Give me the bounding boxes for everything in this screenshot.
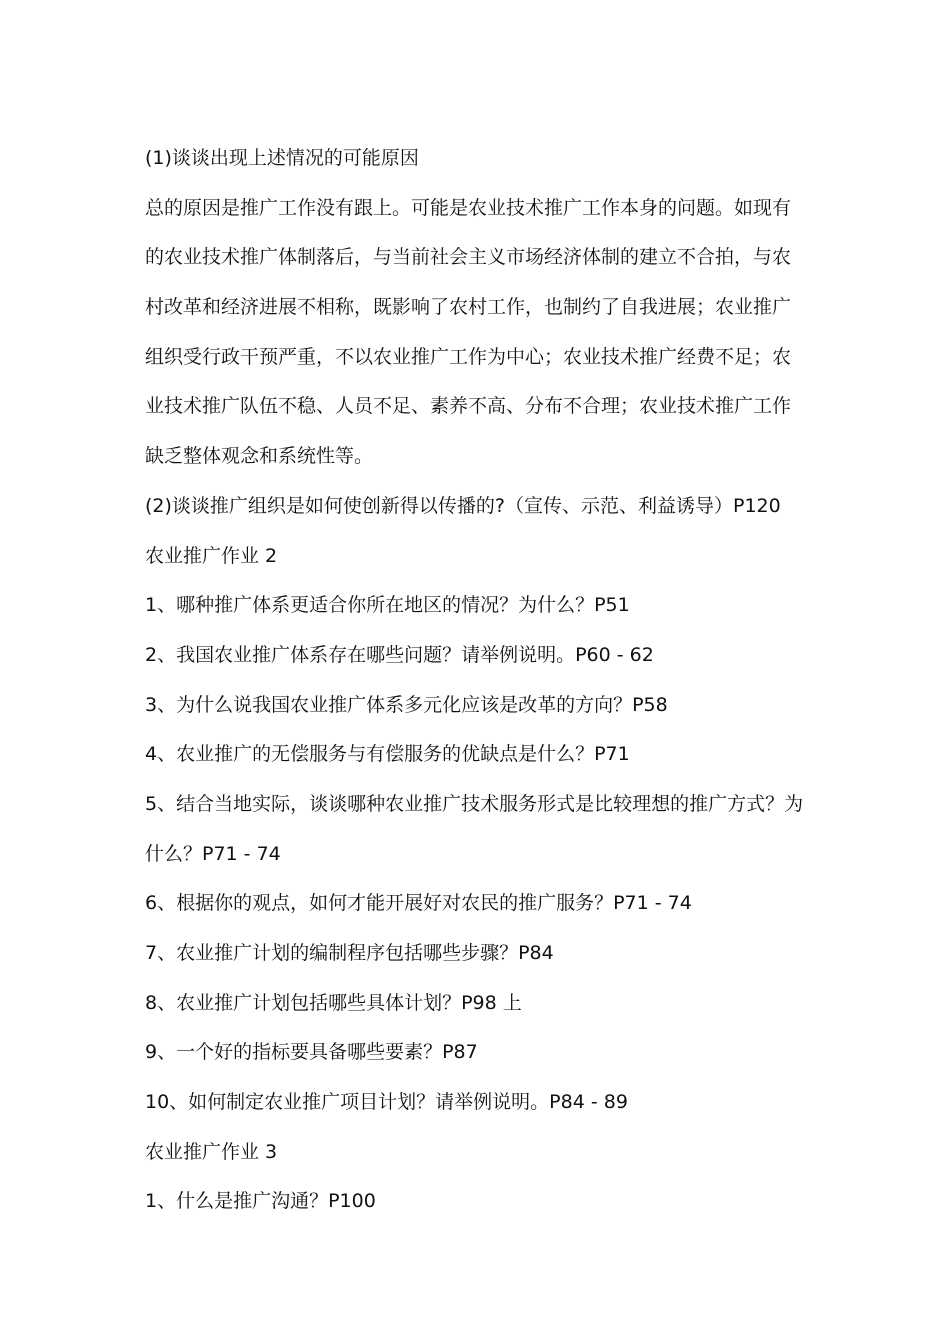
list-item: 8、农业推广计划包括哪些具体计划？P98 上 xyxy=(145,991,522,1014)
list-item: 6、根据你的观点，如何才能开展好对农民的推广服务？P71 - 74 xyxy=(145,892,692,915)
list-item: 7、农业推广计划的编制程序包括哪些步骤？P84 xyxy=(145,942,554,964)
answer-paragraph-line: 组织受行政干预严重，不以农业推广工作为中心；农业技术推广经费不足；农 xyxy=(145,345,792,368)
answer-paragraph-line: 缺乏整体观念和系统性等。 xyxy=(145,445,374,468)
answer-paragraph-line: 业技术推广队伍不稳、人员不足、素养不高、分布不合理；农业技术推广工作 xyxy=(145,395,792,418)
section-title-homework-3: 农业推广作业 3 xyxy=(145,1140,278,1163)
answer-paragraph-line: 的农业技术推广体制落后，与当前社会主义市场经济体制的建立不合拍，与农 xyxy=(145,246,792,269)
answer-paragraph-line: 村改革和经济进展不相称，既影响了农村工作，也制约了自我进展；农业推广 xyxy=(145,296,792,319)
list-item: 10、如何制定农业推广项目计划？请举例说明。P84 - 89 xyxy=(145,1091,628,1114)
answer-paragraph-line: 总的原因是推广工作没有跟上。可能是农业技术推广工作本身的问题。如现有 xyxy=(145,196,792,219)
list-item: 2、我国农业推广体系存在哪些问题？请举例说明。P60 - 62 xyxy=(145,643,654,666)
list-item: 5、结合当地实际，谈谈哪种农业推广技术服务形式是比较理想的推广方式？为 xyxy=(145,792,804,815)
list-item: 1、什么是推广沟通？P100 xyxy=(145,1190,376,1213)
document-body xyxy=(145,134,810,1227)
list-item: 4、农业推广的无偿服务与有偿服务的优缺点是什么？P71 xyxy=(145,743,630,766)
list-item: 1、哪种推广体系更适合你所在地区的情况？为什么？P51 xyxy=(145,594,630,617)
question-heading-1: (1)谈谈出现上述情况的可能原因 xyxy=(145,147,419,169)
section-title-homework-2: 农业推广作业 2 xyxy=(145,544,278,567)
list-item-continuation: 什么？P71 - 74 xyxy=(145,842,281,865)
list-item: 9、一个好的指标要具备哪些要素？P87 xyxy=(145,1041,478,1064)
question-heading-2: (2)谈谈推广组织是如何使创新得以传播的?（宣传、示范、利益诱导）P120 xyxy=(145,494,781,517)
list-item: 3、为什么说我国农业推广体系多元化应该是改革的方向？P58 xyxy=(145,693,668,716)
